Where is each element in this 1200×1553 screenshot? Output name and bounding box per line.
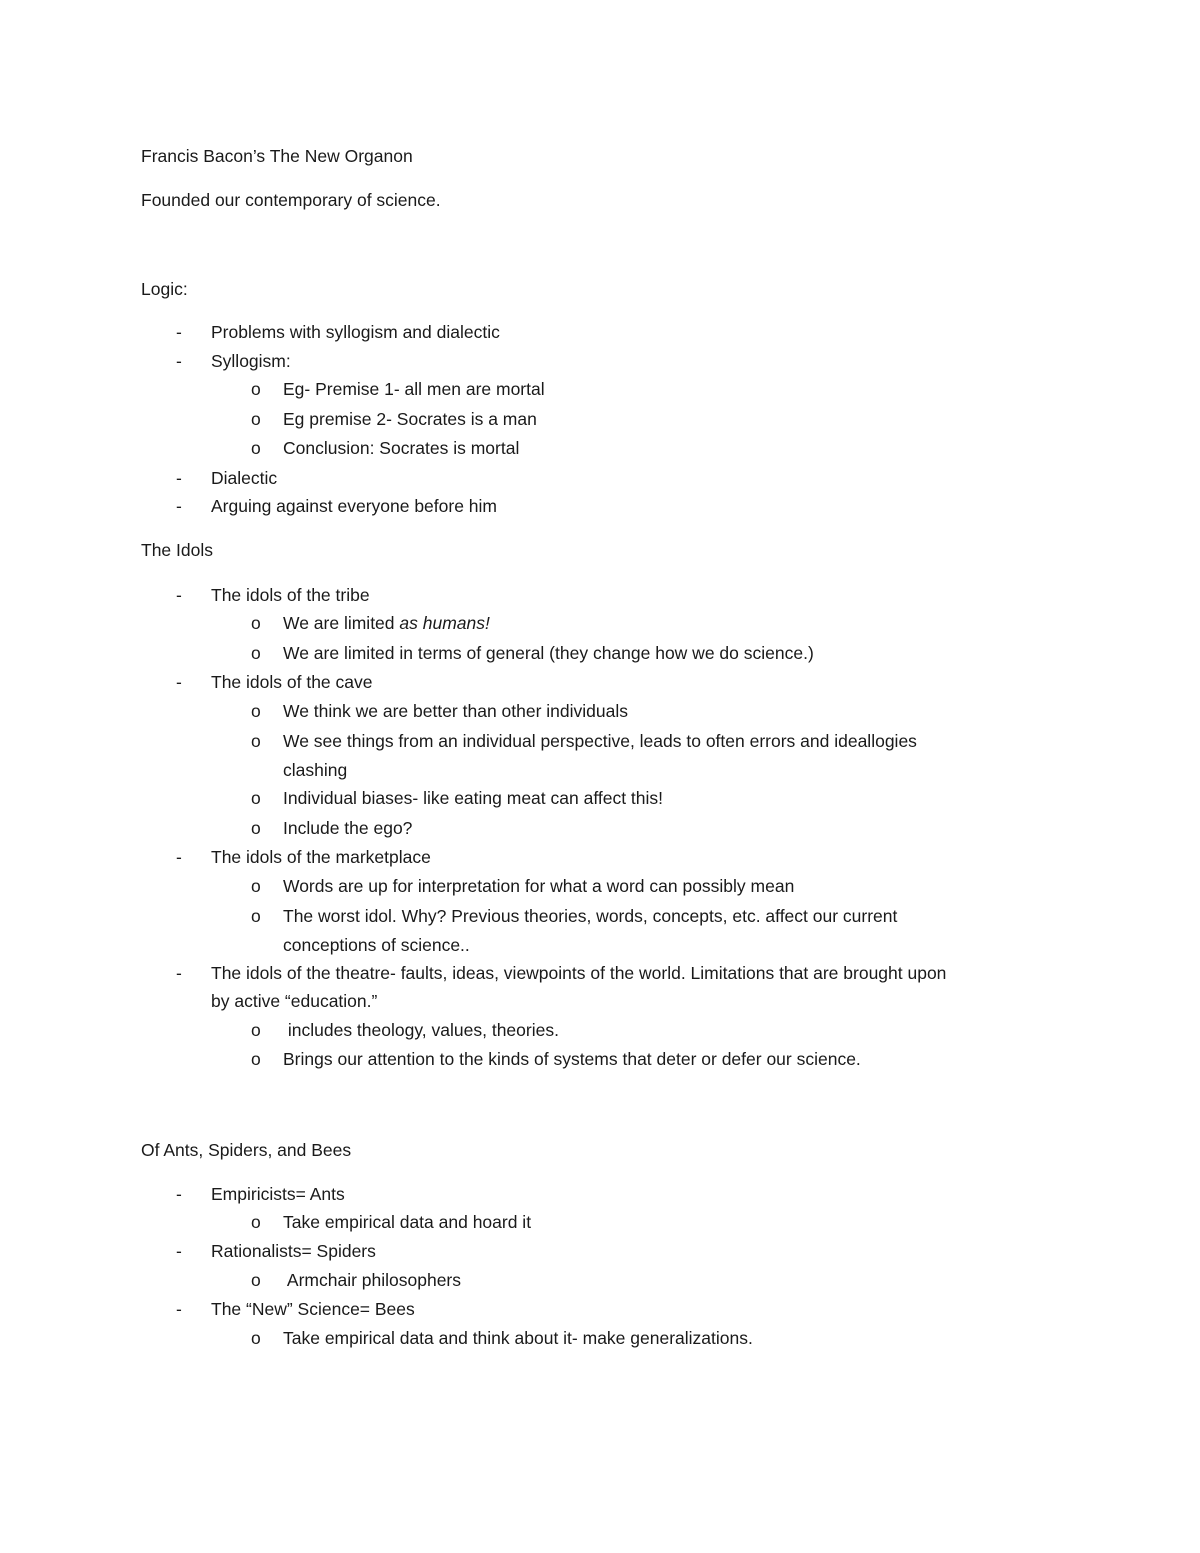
list-dash: - xyxy=(176,322,182,342)
list-dash: - xyxy=(176,585,182,605)
sublist-item: Brings our attention to the kinds of systems that deter or defer our science. xyxy=(283,1049,861,1069)
sublist-bullet: o xyxy=(251,788,261,808)
sublist-bullet: o xyxy=(251,438,261,458)
sublist-bullet: o xyxy=(251,818,261,838)
list-item: The idols of the tribe xyxy=(211,585,370,605)
document-subtitle: Founded our contemporary of science. xyxy=(141,190,441,210)
sublist-bullet: o xyxy=(251,1049,261,1069)
sublist-bullet: o xyxy=(251,643,261,663)
sublist-item: Eg premise 2- Socrates is a man xyxy=(283,409,537,429)
list-item: Dialectic xyxy=(211,468,278,488)
sublist-item: Individual biases- like eating meat can affect this! xyxy=(283,788,664,808)
list-dash: - xyxy=(176,468,182,488)
sublist-bullet: o xyxy=(251,379,261,399)
list-item-continuation: by active “education.” xyxy=(211,991,378,1011)
sublist-item-continuation: conceptions of science.. xyxy=(283,935,470,955)
sublist-bullet: o xyxy=(251,876,261,896)
list-item: Problems with syllogism and dialectic xyxy=(211,322,500,342)
list-item: The idols of the theatre- faults, ideas, viewpoints of the world. Limitations that are brought upon xyxy=(211,963,947,983)
sublist-item: Eg- Premise 1- all men are mortal xyxy=(283,379,545,399)
document-title: Francis Bacon’s The New Organon xyxy=(141,146,413,166)
sublist-item: Words are up for interpretation for what a word can possibly mean xyxy=(283,876,795,896)
sublist-bullet: o xyxy=(251,1270,261,1290)
italic-text: as humans! xyxy=(399,613,490,633)
sublist-bullet: o xyxy=(251,906,261,926)
text-span: We are limited xyxy=(283,613,400,633)
sublist-item: Include the ego? xyxy=(283,818,413,838)
sublist-bullet: o xyxy=(251,1020,261,1040)
sublist-bullet: o xyxy=(251,409,261,429)
list-dash: - xyxy=(176,963,182,983)
list-dash: - xyxy=(176,847,182,867)
sublist-item: Take empirical data and think about it- make generalizations. xyxy=(283,1328,753,1348)
list-item: The idols of the cave xyxy=(211,672,373,692)
list-item: Empiricists= Ants xyxy=(211,1184,345,1204)
sublist-item: We think we are better than other individuals xyxy=(283,701,629,721)
list-item: Syllogism: xyxy=(211,351,291,371)
list-dash: - xyxy=(176,496,182,516)
sublist-bullet: o xyxy=(251,701,261,721)
sublist-bullet: o xyxy=(251,1328,261,1348)
list-dash: - xyxy=(176,1184,182,1204)
list-item: Rationalists= Spiders xyxy=(211,1241,376,1261)
list-dash: - xyxy=(176,1241,182,1261)
sublist-item: includes theology, values, theories. xyxy=(283,1020,559,1040)
sublist-bullet: o xyxy=(251,731,261,751)
list-dash: - xyxy=(176,672,182,692)
sublist-item: Armchair philosophers xyxy=(283,1270,461,1290)
section-heading-idols: The Idols xyxy=(141,540,213,560)
list-dash: - xyxy=(176,1299,182,1319)
sublist-item: The worst idol. Why? Previous theories, words, concepts, etc. affect our current xyxy=(283,906,898,926)
sublist-item: We are limited in terms of general (they change how we do science.) xyxy=(283,643,814,663)
list-item: The “New” Science= Bees xyxy=(211,1299,415,1319)
list-dash: - xyxy=(176,351,182,371)
sublist-item: Conclusion: Socrates is mortal xyxy=(283,438,520,458)
section-heading-ants: Of Ants, Spiders, and Bees xyxy=(141,1140,352,1160)
sublist-item: We see things from an individual perspective, leads to often errors and ideallogies xyxy=(283,731,917,751)
sublist-bullet: o xyxy=(251,1212,261,1232)
sublist-item-continuation: clashing xyxy=(283,760,348,780)
list-item: Arguing against everyone before him xyxy=(211,496,498,516)
section-heading-logic: Logic: xyxy=(141,279,188,299)
sublist-item xyxy=(283,612,490,634)
list-item: The idols of the marketplace xyxy=(211,847,431,867)
sublist-bullet: o xyxy=(251,613,261,633)
sublist-item: Take empirical data and hoard it xyxy=(283,1212,532,1232)
